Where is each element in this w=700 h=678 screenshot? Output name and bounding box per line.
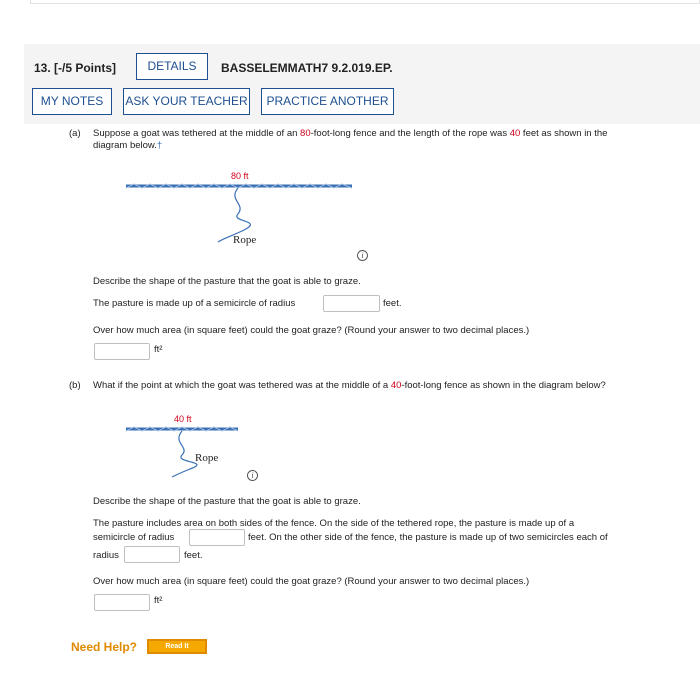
part-b-area-unit: ft²: [154, 595, 163, 606]
part-a-radius-unit: feet.: [383, 298, 402, 309]
part-b-area-input[interactable]: [94, 594, 150, 611]
rope-label-b: Rope: [195, 452, 219, 464]
goat-diagram-b: [124, 425, 244, 485]
fence-length-label-a: 80 ft: [231, 171, 249, 181]
part-a-radius-text: The pasture is made up of a semicircle of radius: [93, 298, 296, 309]
part-a-describe: Describe the shape of the pasture that the goat is able to graze.: [93, 276, 361, 287]
need-help-label: Need Help?: [71, 640, 138, 654]
part-a-label: (a): [69, 128, 81, 139]
part-b-line2-before: semicircle of radius: [93, 532, 175, 543]
part-a-area-question: Over how much area (in square feet) could the goat graze? (Round your answer to two decimal places.): [93, 325, 530, 336]
previous-question-border: [30, 0, 700, 4]
part-b-radius1-input[interactable]: [189, 529, 245, 546]
part-b-line3-after: feet.: [184, 550, 203, 561]
details-button[interactable]: DETAILS: [136, 53, 208, 80]
part-a-area-input[interactable]: [94, 343, 150, 360]
part-b-line3-before: radius: [93, 550, 119, 561]
part-b-area-question: Over how much area (in square feet) could the goat graze? (Round your answer to two decimal places.): [93, 576, 530, 587]
question-number: 13. [-/5 Points]: [34, 61, 117, 75]
part-a-area-unit: ft²: [154, 344, 163, 355]
part-a-intro: Suppose a goat was tethered at the middle of an 80-foot-long fence and the length of the rope was 40 feet as shown in the: [93, 128, 608, 139]
fence-length-label-b: 40 ft: [174, 414, 192, 424]
ask-teacher-button[interactable]: ASK YOUR TEACHER: [123, 88, 250, 115]
part-b-radius2-input[interactable]: [124, 546, 180, 563]
read-it-button[interactable]: Read It: [147, 639, 207, 654]
part-b-label: (b): [69, 380, 81, 391]
part-a-radius-input[interactable]: [323, 295, 380, 312]
part-b-line1: The pasture includes area on both sides of the fence. On the side of the tethered rope, the pasture is made up of a: [93, 518, 575, 529]
part-b-describe: Describe the shape of the pasture that the goat is able to graze.: [93, 496, 361, 507]
question-header: [24, 44, 700, 124]
my-notes-button[interactable]: MY NOTES: [32, 88, 112, 115]
practice-another-button[interactable]: PRACTICE ANOTHER: [261, 88, 394, 115]
part-a-intro-line2: diagram below.†: [93, 140, 163, 151]
part-b-intro: What if the point at which the goat was tethered was at the middle of a 40-foot-long fence as shown in the diagram below?: [93, 380, 606, 391]
question-code: BASSELEMMATH7 9.2.019.EP.: [221, 61, 393, 75]
footnote-dagger[interactable]: †: [156, 140, 163, 151]
info-icon-a[interactable]: i: [357, 250, 368, 261]
rope-label-a: Rope: [233, 234, 257, 246]
part-b-line2-after: feet. On the other side of the fence, the pasture is made up of two semicircles each of: [248, 532, 608, 543]
info-icon-b[interactable]: i: [247, 470, 258, 481]
rope-line-b: [172, 431, 197, 477]
question-content: [24, 124, 700, 678]
